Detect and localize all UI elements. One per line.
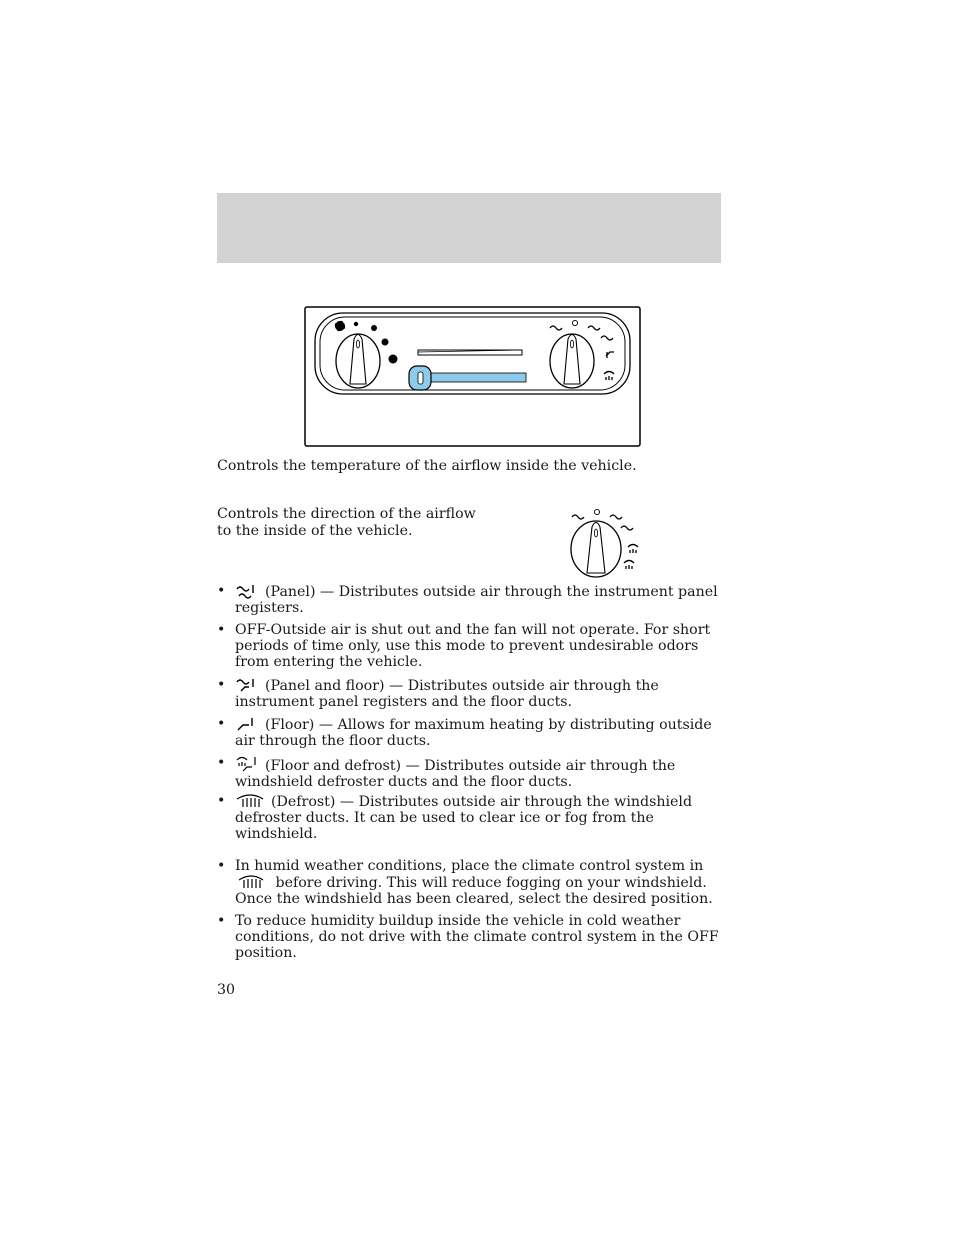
mode-knob [550,334,594,388]
panel-floor-vent-icon [235,677,259,693]
tip-cold-weather-text: To reduce humidity buildup inside the vehicle in cold weather conditions, do not drive with the climate control system in the OFF position. [235,913,719,962]
bullet-marker: • [217,913,226,929]
tip-humid-text-end: before driving. This will reduce fogging on your windshield. Once the windshield has been cleared, select the desired position. [235,875,713,908]
bullet-marker: • [217,677,226,693]
mode-defrost-text: (Defrost) — Distributes outside air through the windshield defroster ducts. It can be used to clear ice or fog from the windshield. [235,794,693,843]
defrost-icon [235,793,265,809]
bullet-marker: • [217,716,226,732]
mode-off-text: OFF-Outside air is shut out and the fan will not operate. For short periods of time only, use this mode to prevent undesirable odors from entering the vehicle. [235,622,711,671]
bullet-marker: • [217,622,226,638]
bullet-marker: • [217,755,226,771]
direction-description-line2: to the inside of the vehicle. [217,523,413,539]
panel-vent-icon [235,583,259,599]
temperature-description: Controls the temperature of the airflow inside the vehicle. [217,458,637,474]
floor-vent-icon [235,716,259,732]
mode-floor-text: (Floor) — Allows for maximum heating by distributing outside air through the floor ducts. [235,717,712,750]
bullet-marker: • [217,858,226,874]
floor-defrost-icon [235,755,259,773]
bullet-marker: • [217,583,226,599]
direction-description-line1: Controls the direction of the airflow [217,506,476,522]
tip-humid-text-start: In humid weather conditions, place the climate control system in [235,858,704,874]
mode-panel-floor-text: (Panel and floor) — Distributes outside air through the instrument panel registers and the floor ducts. [235,678,659,711]
page-number: 30 [217,982,236,998]
defrost-icon [237,874,265,890]
mode-floor-defrost-text: (Floor and defrost) — Distributes outside air through the windshield defroster ducts and the floor ducts. [235,758,676,791]
mode-knob-illustration [566,505,650,579]
mode-panel-text: (Panel) — Distributes outside air through the instrument panel registers. [235,584,718,617]
fan-speed-knob [336,334,380,388]
section-header-band [217,193,721,263]
climate-control-panel-illustration [304,306,641,447]
bullet-marker: • [217,793,226,809]
